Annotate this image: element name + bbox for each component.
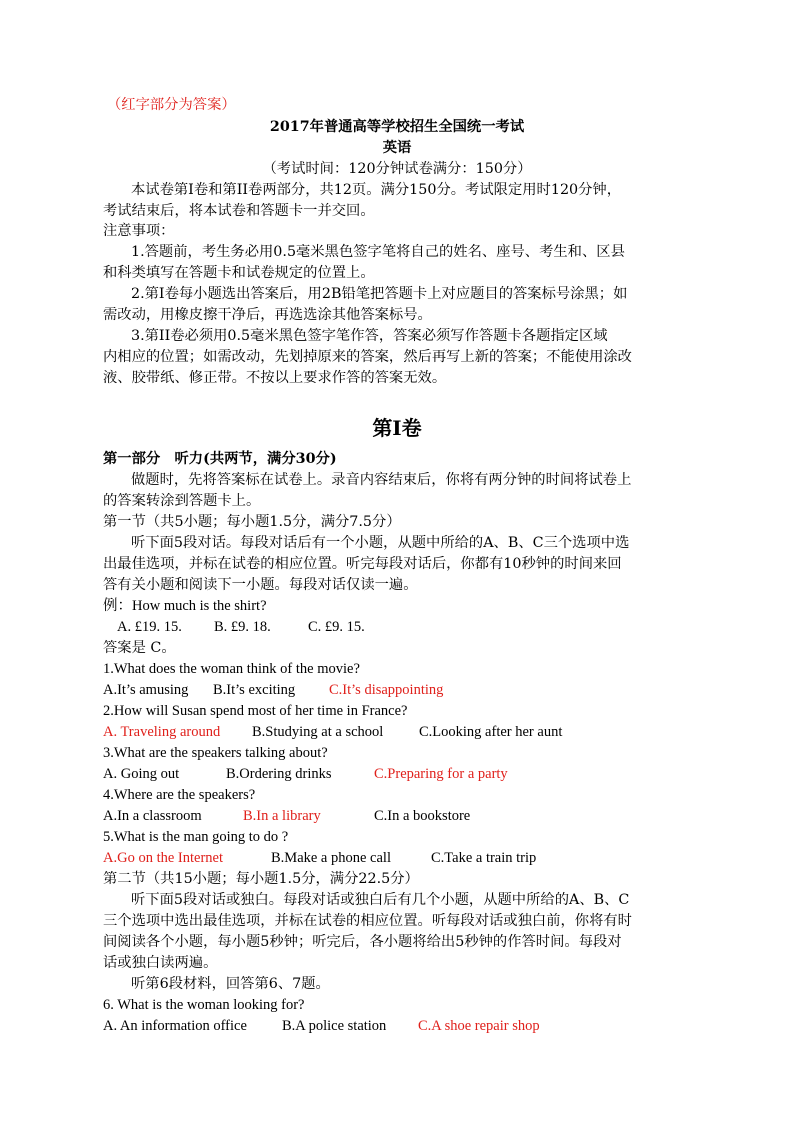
sub2-heading: 第二节（共15小题；每小题1.5分，满分22.5分）	[103, 871, 419, 887]
notice-item-3b: 内相应的位置；如需改动，先划掉原来的答案，然后再写上新的答案；不能使用涂改	[103, 349, 632, 365]
notice-item-3c: 液、胶带纸、修正带。不按以上要求作答的答案无效。	[103, 370, 447, 386]
example-options	[117, 617, 365, 637]
q6-option-b: B.A police station	[282, 1018, 387, 1034]
sub1-desc-a: 听下面5段对话。每段对话后有一个小题，从题中所给的A、B、C三个选项中选	[131, 535, 630, 551]
q3-option-c: C.Preparing for a party	[374, 766, 508, 782]
example-option-b: B. £9. 18.	[214, 619, 271, 635]
q2-option-c: C.Looking after her aunt	[419, 724, 563, 740]
question-5: 5.What is the man going to do ?	[103, 829, 289, 845]
question-1: 1.What does the woman think of the movie?	[103, 661, 360, 677]
q1-option-c: C.It’s disappointing	[329, 682, 444, 698]
q3-option-b: B.Ordering drinks	[226, 766, 332, 782]
q1-option-b: B.It’s exciting	[213, 682, 296, 698]
question-3-options	[103, 764, 508, 784]
question-5-options	[103, 848, 536, 868]
notice-item-1b: 和科类填写在答题卡和试卷规定的位置上。	[103, 265, 375, 281]
material-instruction: 听第6段材料，回答第6、7题。	[131, 976, 330, 992]
q2-option-b: B.Studying at a school	[252, 724, 384, 740]
q1-option-a: A.It’s amusing	[103, 682, 189, 698]
question-4: 4.Where are the speakers?	[103, 787, 256, 803]
example-answer: 答案是 C。	[103, 640, 176, 656]
sub2-desc-c: 间阅读各个小题，每小题5秒钟；听完后，各小题将给出5秒钟的作答时间。每段对	[103, 934, 622, 950]
sub1-desc-b: 出最佳选项，并标在试卷的相应位置。听完每段对话后，你都有10秒钟的时间来回	[103, 556, 622, 572]
notice-item-3a: 3.第II卷必须用0.5毫米黑色签字笔作答，答案必须写作答题卡各题指定区域	[131, 328, 608, 344]
q5-option-a: A.Go on the Internet	[103, 850, 223, 866]
part1-desc-b: 的答案转涂到答题卡上。	[103, 493, 261, 509]
sub1-desc-c: 答有关小题和阅读下一小题。每段对话仅读一遍。	[103, 577, 418, 593]
sub2-desc-d: 话或独白读两遍。	[103, 955, 218, 971]
exam-info: （考试时间：120分钟试卷满分：150分）	[262, 161, 532, 177]
exam-title: 2017年普通高等学校招生全国统一考试	[269, 119, 525, 135]
q5-option-c: C.Take a train trip	[431, 850, 537, 866]
sub2-desc-a: 听下面5段对话或独白。每段对话或独白后有几个小题，从题中所给的A、B、C	[131, 892, 630, 908]
exam-subject: 英语	[382, 140, 412, 156]
answer-note: （红字部分为答案）	[107, 97, 236, 113]
question-6-options	[103, 1016, 540, 1036]
intro-line-1: 本试卷第Ⅰ卷和第II卷两部分，共12页。满分150分。考试限定用时120分钟，	[131, 182, 622, 198]
question-1-options	[103, 680, 443, 700]
q6-option-a: A. An information office	[103, 1018, 247, 1034]
question-2: 2.How will Susan spend most of her time in France?	[103, 703, 408, 719]
question-3: 3.What are the speakers talking about?	[103, 745, 328, 761]
example-option-a: A. £19. 15.	[117, 619, 182, 635]
question-2-options	[103, 722, 562, 742]
notice-item-1a: 1.答题前，考生务必用0.5毫米黑色签字笔将自己的姓名、座号、考生和、区县	[131, 244, 625, 260]
question-6: 6. What is the woman looking for?	[103, 997, 305, 1013]
q4-option-a: A.In a classroom	[103, 808, 202, 824]
intro-line-2: 考试结束后，将本试卷和答题卡一并交回。	[103, 203, 375, 219]
q2-option-a: A. Traveling around	[103, 724, 221, 740]
q4-option-c: C.In a bookstore	[374, 808, 471, 824]
notice-item-2a: 2.第Ⅰ卷每小题选出答案后，用2B铅笔把答题卡上对应题目的答案标号涂黑；如	[131, 286, 628, 302]
sub1-heading: 第一节（共5小题；每小题1.5分，满分7.5分）	[103, 514, 401, 530]
part1-desc-a: 做题时，先将答案标在试卷上。录音内容结束后，你将有两分钟的时间将试卷上	[131, 472, 632, 488]
q5-option-b: B.Make a phone call	[271, 850, 391, 866]
q4-option-b: B.In a library	[243, 808, 321, 824]
part1-heading: 第一部分 听力(共两节，满分30分)	[103, 451, 337, 467]
example-question: 例：How much is the shirt?	[103, 598, 267, 614]
q6-option-c: C.A shoe repair shop	[418, 1018, 540, 1034]
notice-item-2b: 需改动，用橡皮擦干净后，再选选涂其他答案标号。	[103, 307, 432, 323]
notice-label: 注意事项：	[103, 223, 175, 239]
question-4-options	[103, 806, 470, 826]
example-option-c: C. £9. 15.	[308, 619, 365, 635]
q3-option-a: A. Going out	[103, 766, 180, 782]
section-title: 第Ⅰ卷	[372, 416, 422, 440]
sub2-desc-b: 三个选项中选出最佳选项，并标在试卷的相应位置。听每段对话或独白前，你将有时	[103, 913, 632, 929]
